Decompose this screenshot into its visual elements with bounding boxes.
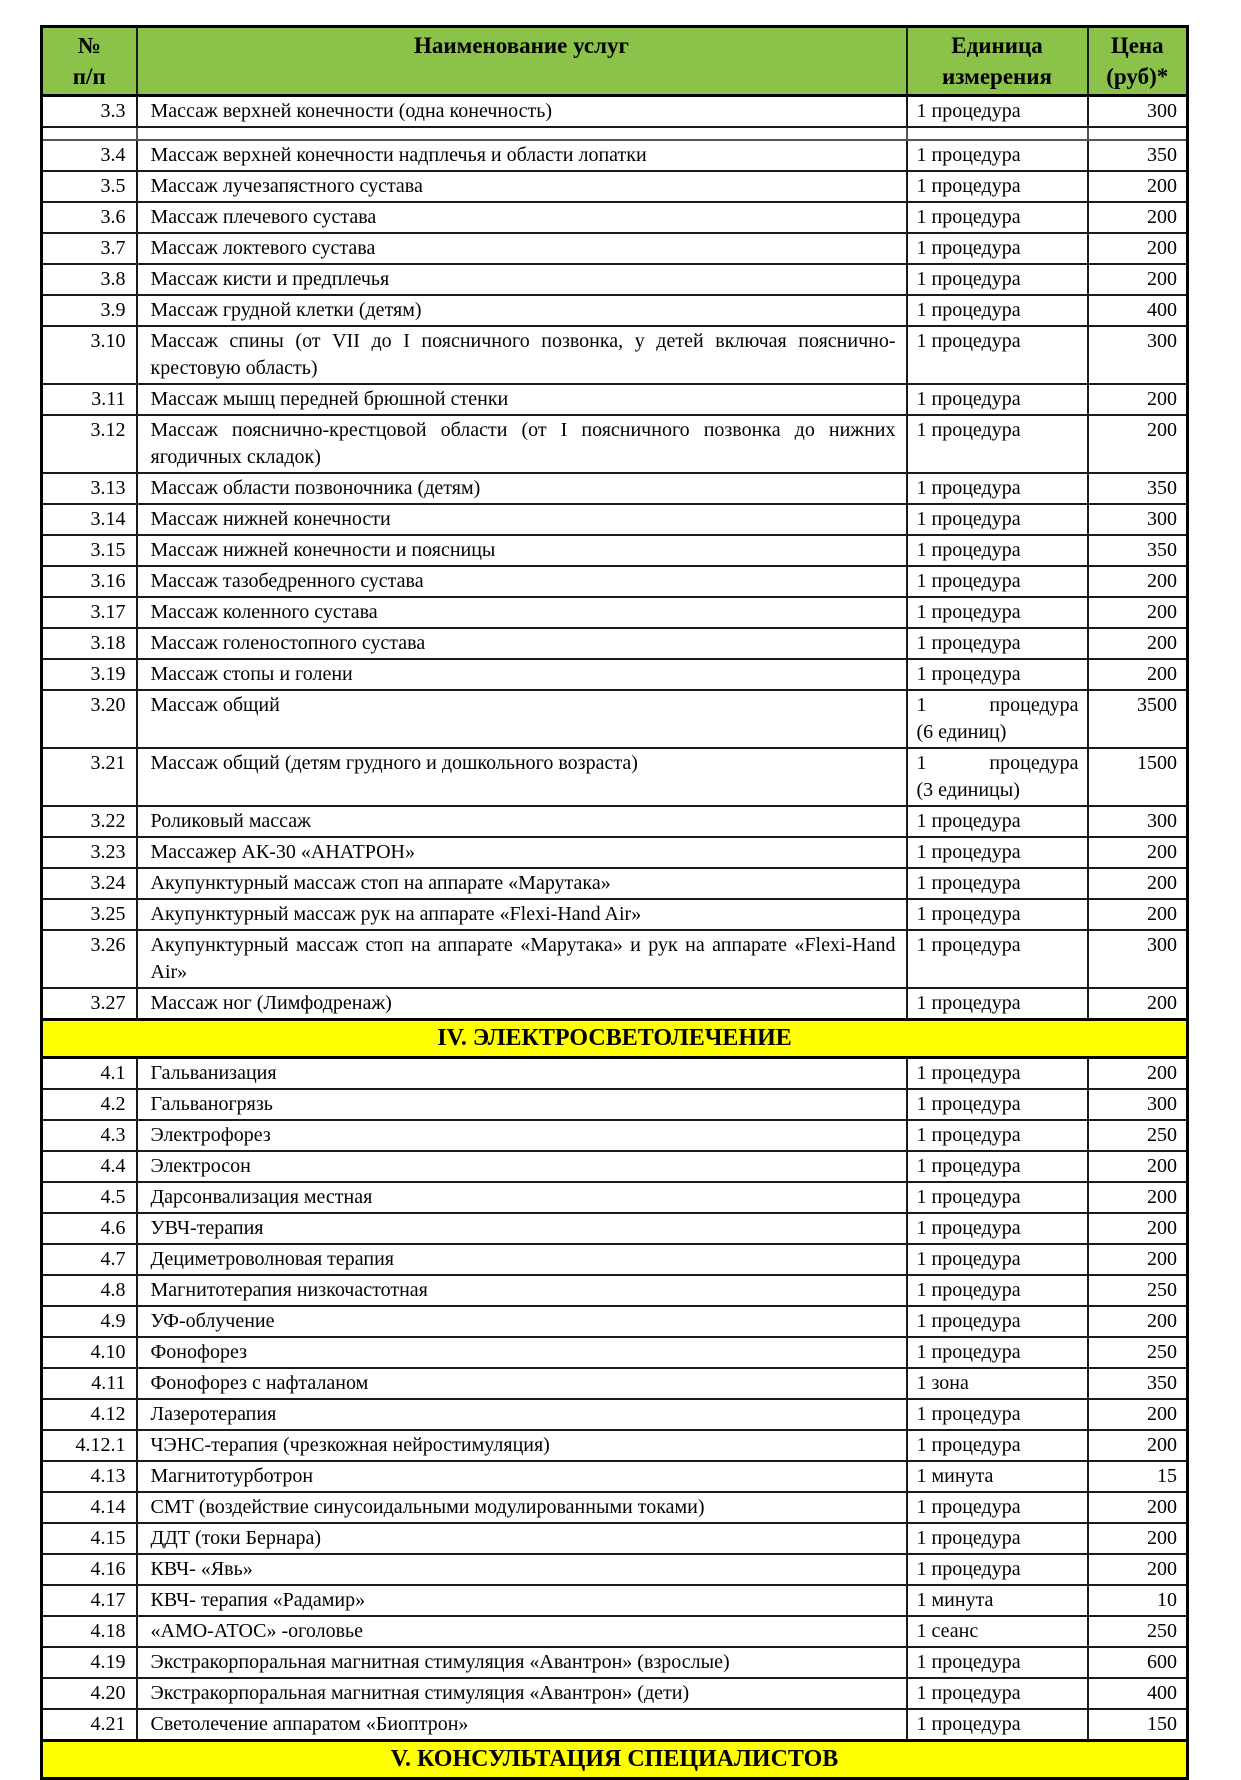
service-name-cell: СМТ (воздействие синусоидальными модулированными токами) [137, 1492, 907, 1523]
service-name-cell: Массаж стопы и голени [137, 659, 907, 690]
price-cell: 200 [1088, 1554, 1188, 1585]
price-cell: 1500 [1088, 748, 1188, 806]
table-row [42, 295, 1188, 326]
unit-line1 [917, 692, 1079, 719]
table-row [42, 690, 1188, 748]
unit-cell: 1 процедура [907, 295, 1088, 326]
spacer-cell [137, 127, 907, 140]
unit-cell: 1 процедура [907, 1089, 1088, 1120]
unit-count: 1 [916, 752, 927, 774]
service-name-cell: «АМО-АТОС» -оголовье [137, 1616, 907, 1647]
service-name-cell: Массаж грудной клетки (детям) [137, 295, 907, 326]
service-name-cell: УВЧ-терапия [137, 1213, 907, 1244]
unit-cell: 1 процедура [907, 597, 1088, 628]
unit-cell [907, 690, 1088, 748]
price-table-header [42, 27, 1188, 96]
price-cell: 350 [1088, 535, 1188, 566]
service-name-cell: Электрофорез [137, 1120, 907, 1151]
row-number-cell: 4.10 [42, 1337, 137, 1368]
price-cell: 200 [1088, 868, 1188, 899]
row-number-cell: 4.18 [42, 1616, 137, 1647]
service-name-cell: Лазеротерапия [137, 1399, 907, 1430]
row-number-cell: 3.12 [42, 415, 137, 473]
price-cell: 15 [1088, 1461, 1188, 1492]
price-cell: 200 [1088, 1213, 1188, 1244]
row-number-cell: 4.12 [42, 1399, 137, 1430]
price-cell: 400 [1088, 295, 1188, 326]
price-cell: 10 [1088, 1585, 1188, 1616]
service-name-cell: Дециметроволновая терапия [137, 1244, 907, 1275]
unit-line2: (3 единицы) [916, 779, 1020, 801]
price-table [40, 25, 1189, 1780]
spacer-row [42, 127, 1188, 140]
table-row [42, 597, 1188, 628]
row-number-cell: 3.18 [42, 628, 137, 659]
unit-cell: 1 процедура [907, 1151, 1088, 1182]
service-name-cell: Массаж нижней конечности и поясницы [137, 535, 907, 566]
section-row [42, 1020, 1188, 1058]
col-header-name: Наименование услуг [137, 27, 907, 96]
service-name-cell: Массажер АК-30 «АНАТРОН» [137, 837, 907, 868]
row-number-cell: 4.12.1 [42, 1430, 137, 1461]
price-cell: 200 [1088, 202, 1188, 233]
col-header-price [1088, 27, 1188, 96]
unit-cell: 1 процедура [907, 1430, 1088, 1461]
row-number-cell: 3.9 [42, 295, 137, 326]
row-number-cell: 4.13 [42, 1461, 137, 1492]
price-cell: 200 [1088, 1058, 1188, 1090]
price-cell: 350 [1088, 1368, 1188, 1399]
table-row [42, 1616, 1188, 1647]
service-name-cell: Гальванизация [137, 1058, 907, 1090]
price-cell: 200 [1088, 566, 1188, 597]
service-name-cell: УФ-облучение [137, 1306, 907, 1337]
row-number-cell: 3.5 [42, 171, 137, 202]
unit-cell: 1 процедура [907, 1709, 1088, 1741]
unit-cell: 1 процедура [907, 868, 1088, 899]
price-cell: 200 [1088, 1182, 1188, 1213]
table-row [42, 1585, 1188, 1616]
unit-line1 [917, 750, 1079, 777]
service-name-cell: Акупунктурный массаж стоп на аппарате «Марутака» [137, 868, 907, 899]
table-row [42, 1430, 1188, 1461]
unit-line2: (6 единиц) [916, 721, 1007, 743]
unit-cell: 1 процедура [907, 1647, 1088, 1678]
service-name-cell: Экстракорпоральная магнитная стимуляция «Авантрон» (дети) [137, 1678, 907, 1709]
unit-cell: 1 процедура [907, 233, 1088, 264]
table-row [42, 1492, 1188, 1523]
service-name-cell: ДДТ (токи Бернара) [137, 1523, 907, 1554]
row-number-cell: 3.25 [42, 899, 137, 930]
price-cell: 250 [1088, 1120, 1188, 1151]
service-name-cell: Массаж коленного сустава [137, 597, 907, 628]
col-header-price-line1: Цена [1110, 33, 1164, 58]
price-cell: 300 [1088, 96, 1188, 128]
unit-cell: 1 процедура [907, 837, 1088, 868]
price-cell: 250 [1088, 1275, 1188, 1306]
section-header: V. КОНСУЛЬТАЦИЯ СПЕЦИАЛИСТОВ [42, 1741, 1188, 1779]
col-header-num-line2: п/п [72, 64, 106, 89]
table-row [42, 1058, 1188, 1090]
table-row [42, 202, 1188, 233]
row-number-cell: 4.17 [42, 1585, 137, 1616]
service-name-cell: Дарсонвализация местная [137, 1182, 907, 1213]
unit-cell: 1 процедура [907, 140, 1088, 171]
col-header-unit-line2: измерения [942, 64, 1052, 89]
row-number-cell: 3.10 [42, 326, 137, 384]
service-name-cell: Магнитотерапия низкочастотная [137, 1275, 907, 1306]
table-row [42, 384, 1188, 415]
row-number-cell: 3.21 [42, 748, 137, 806]
price-cell: 200 [1088, 415, 1188, 473]
col-header-unit [907, 27, 1088, 96]
table-row [42, 1244, 1188, 1275]
price-cell: 200 [1088, 597, 1188, 628]
row-number-cell: 4.2 [42, 1089, 137, 1120]
unit-cell: 1 процедура [907, 988, 1088, 1020]
row-number-cell: 4.19 [42, 1647, 137, 1678]
table-row [42, 1151, 1188, 1182]
price-cell: 300 [1088, 806, 1188, 837]
service-name-cell: Массаж голеностопного сустава [137, 628, 907, 659]
service-name-cell: Массаж мышц передней брюшной стенки [137, 384, 907, 415]
price-cell: 250 [1088, 1616, 1188, 1647]
service-name-cell: Массаж спины (от VII до I поясничного позвонка, у детей включая пояснично-крестовую область) [137, 326, 907, 384]
price-cell: 200 [1088, 171, 1188, 202]
table-row [42, 837, 1188, 868]
price-cell: 250 [1088, 1337, 1188, 1368]
service-name-cell: Магнитотурботрон [137, 1461, 907, 1492]
price-cell: 350 [1088, 140, 1188, 171]
price-cell: 400 [1088, 1678, 1188, 1709]
service-name-cell: Массаж общий [137, 690, 907, 748]
price-cell: 600 [1088, 1647, 1188, 1678]
unit-word: процедура [989, 694, 1079, 716]
row-number-cell: 3.15 [42, 535, 137, 566]
service-name-cell: Массаж ног (Лимфодренаж) [137, 988, 907, 1020]
unit-cell: 1 процедура [907, 1244, 1088, 1275]
service-name-cell: Фонофорез с нафталаном [137, 1368, 907, 1399]
service-name-cell: Роликовый массаж [137, 806, 907, 837]
row-number-cell: 3.7 [42, 233, 137, 264]
row-number-cell: 4.21 [42, 1709, 137, 1741]
service-name-cell: Массаж области позвоночника (детям) [137, 473, 907, 504]
price-cell: 3500 [1088, 690, 1188, 748]
price-cell: 200 [1088, 988, 1188, 1020]
unit-cell: 1 процедура [907, 1213, 1088, 1244]
price-cell: 200 [1088, 1430, 1188, 1461]
unit-cell: 1 процедура [907, 1182, 1088, 1213]
unit-cell: 1 процедура [907, 535, 1088, 566]
table-row [42, 1089, 1188, 1120]
unit-cell: 1 процедура [907, 806, 1088, 837]
unit-cell: 1 процедура [907, 171, 1088, 202]
price-cell: 150 [1088, 1709, 1188, 1741]
service-name-cell: Светолечение аппаратом «Биоптрон» [137, 1709, 907, 1741]
table-row [42, 1213, 1188, 1244]
service-name-cell: Массаж пояснично-крестцовой области (от I поясничного позвонка до нижних ягодичных складок) [137, 415, 907, 473]
table-row [42, 535, 1188, 566]
table-row [42, 171, 1188, 202]
price-cell: 200 [1088, 1151, 1188, 1182]
row-number-cell: 4.3 [42, 1120, 137, 1151]
price-cell: 200 [1088, 628, 1188, 659]
service-name-cell: КВЧ- «Явь» [137, 1554, 907, 1585]
table-row [42, 899, 1188, 930]
service-name-cell: Массаж нижней конечности [137, 504, 907, 535]
unit-cell: 1 процедура [907, 1058, 1088, 1090]
table-row [42, 1120, 1188, 1151]
price-cell: 200 [1088, 1492, 1188, 1523]
price-cell: 300 [1088, 504, 1188, 535]
service-name-cell: Акупунктурный массаж стоп на аппарате «Марутака» и рук на аппарате «Flexi-Hand Air» [137, 930, 907, 988]
table-row [42, 1709, 1188, 1741]
price-cell: 200 [1088, 1523, 1188, 1554]
row-number-cell: 3.4 [42, 140, 137, 171]
row-number-cell: 3.17 [42, 597, 137, 628]
table-row [42, 1678, 1188, 1709]
service-name-cell: Массаж лучезапястного сустава [137, 171, 907, 202]
service-name-cell: Электросон [137, 1151, 907, 1182]
table-row [42, 748, 1188, 806]
row-number-cell: 3.14 [42, 504, 137, 535]
table-row [42, 566, 1188, 597]
price-cell: 200 [1088, 1244, 1188, 1275]
service-name-cell: КВЧ- терапия «Радамир» [137, 1585, 907, 1616]
section-row [42, 1741, 1188, 1779]
table-row [42, 1523, 1188, 1554]
unit-cell: 1 сеанс [907, 1616, 1088, 1647]
unit-word: процедура [989, 752, 1079, 774]
table-row [42, 1275, 1188, 1306]
table-row [42, 628, 1188, 659]
price-cell: 200 [1088, 233, 1188, 264]
table-row [42, 1368, 1188, 1399]
row-number-cell: 4.20 [42, 1678, 137, 1709]
row-number-cell: 4.15 [42, 1523, 137, 1554]
unit-cell: 1 минута [907, 1461, 1088, 1492]
row-number-cell: 4.16 [42, 1554, 137, 1585]
unit-cell: 1 процедура [907, 1275, 1088, 1306]
table-row [42, 233, 1188, 264]
row-number-cell: 3.27 [42, 988, 137, 1020]
unit-cell: 1 процедура [907, 202, 1088, 233]
table-row [42, 930, 1188, 988]
row-number-cell: 4.8 [42, 1275, 137, 1306]
unit-cell: 1 процедура [907, 566, 1088, 597]
table-row [42, 264, 1188, 295]
service-name-cell: Фонофорез [137, 1337, 907, 1368]
unit-cell: 1 процедура [907, 1337, 1088, 1368]
table-row [42, 1554, 1188, 1585]
spacer-cell [1088, 127, 1188, 140]
unit-cell: 1 процедура [907, 1399, 1088, 1430]
row-number-cell: 3.11 [42, 384, 137, 415]
row-number-cell: 3.26 [42, 930, 137, 988]
unit-cell: 1 процедура [907, 659, 1088, 690]
unit-cell: 1 процедура [907, 504, 1088, 535]
row-number-cell: 4.4 [42, 1151, 137, 1182]
price-cell: 200 [1088, 1306, 1188, 1337]
unit-cell: 1 зона [907, 1368, 1088, 1399]
table-row [42, 1182, 1188, 1213]
table-row [42, 504, 1188, 535]
table-row [42, 659, 1188, 690]
service-name-cell: ЧЭНС-терапия (чрезкожная нейростимуляция) [137, 1430, 907, 1461]
unit-cell: 1 процедура [907, 1554, 1088, 1585]
row-number-cell: 3.19 [42, 659, 137, 690]
table-row [42, 1337, 1188, 1368]
service-name-cell: Экстракорпоральная магнитная стимуляция «Авантрон» (взрослые) [137, 1647, 907, 1678]
row-number-cell: 3.13 [42, 473, 137, 504]
table-row [42, 473, 1188, 504]
unit-cell: 1 процедура [907, 1120, 1088, 1151]
table-row [42, 1399, 1188, 1430]
table-row [42, 326, 1188, 384]
price-cell: 350 [1088, 473, 1188, 504]
unit-cell: 1 процедура [907, 1523, 1088, 1554]
price-cell: 200 [1088, 837, 1188, 868]
row-number-cell: 3.22 [42, 806, 137, 837]
service-name-cell: Массаж общий (детям грудного и дошкольного возраста) [137, 748, 907, 806]
unit-cell: 1 процедура [907, 1306, 1088, 1337]
table-row [42, 988, 1188, 1020]
row-number-cell: 4.7 [42, 1244, 137, 1275]
price-cell: 300 [1088, 326, 1188, 384]
row-number-cell: 3.20 [42, 690, 137, 748]
col-header-unit-line1: Единица [951, 33, 1043, 58]
unit-cell: 1 процедура [907, 1678, 1088, 1709]
col-header-num-line1: № [77, 33, 101, 58]
service-name-cell: Массаж тазобедренного сустава [137, 566, 907, 597]
price-table-body [42, 96, 1188, 1779]
unit-cell: 1 процедура [907, 1492, 1088, 1523]
price-cell: 300 [1088, 930, 1188, 988]
price-cell: 200 [1088, 264, 1188, 295]
row-number-cell: 3.6 [42, 202, 137, 233]
row-number-cell: 4.14 [42, 1492, 137, 1523]
table-row [42, 1306, 1188, 1337]
table-row [42, 415, 1188, 473]
row-number-cell: 4.11 [42, 1368, 137, 1399]
unit-cell: 1 минута [907, 1585, 1088, 1616]
row-number-cell: 3.24 [42, 868, 137, 899]
spacer-cell [42, 127, 137, 140]
unit-cell: 1 процедура [907, 264, 1088, 295]
col-header-price-line2: (руб)* [1106, 64, 1169, 89]
spacer-cell [907, 127, 1088, 140]
header-row [42, 27, 1188, 96]
price-cell: 200 [1088, 384, 1188, 415]
service-name-cell: Акупунктурный массаж рук на аппарате «Flexi-Hand Air» [137, 899, 907, 930]
unit-cell: 1 процедура [907, 473, 1088, 504]
row-number-cell: 3.3 [42, 96, 137, 128]
row-number-cell: 4.6 [42, 1213, 137, 1244]
unit-cell: 1 процедура [907, 628, 1088, 659]
row-number-cell: 4.5 [42, 1182, 137, 1213]
row-number-cell: 4.9 [42, 1306, 137, 1337]
service-name-cell: Массаж верхней конечности надплечья и области лопатки [137, 140, 907, 171]
table-row [42, 96, 1188, 128]
service-name-cell: Массаж плечевого сустава [137, 202, 907, 233]
service-name-cell: Массаж локтевого сустава [137, 233, 907, 264]
price-cell: 200 [1088, 899, 1188, 930]
table-row [42, 868, 1188, 899]
row-number-cell: 3.8 [42, 264, 137, 295]
table-row [42, 140, 1188, 171]
unit-count: 1 [916, 694, 927, 716]
price-cell: 200 [1088, 659, 1188, 690]
service-name-cell: Массаж верхней конечности (одна конечность) [137, 96, 907, 128]
row-number-cell: 3.16 [42, 566, 137, 597]
table-row [42, 1461, 1188, 1492]
unit-cell [907, 748, 1088, 806]
col-header-num [42, 27, 137, 96]
unit-cell: 1 процедура [907, 899, 1088, 930]
unit-cell: 1 процедура [907, 326, 1088, 384]
service-name-cell: Гальваногрязь [137, 1089, 907, 1120]
service-name-cell: Массаж кисти и предплечья [137, 264, 907, 295]
unit-cell: 1 процедура [907, 930, 1088, 988]
unit-cell: 1 процедура [907, 415, 1088, 473]
table-row [42, 806, 1188, 837]
table-row [42, 1647, 1188, 1678]
unit-cell: 1 процедура [907, 384, 1088, 415]
price-cell: 200 [1088, 1399, 1188, 1430]
row-number-cell: 4.1 [42, 1058, 137, 1090]
row-number-cell: 3.23 [42, 837, 137, 868]
unit-cell: 1 процедура [907, 96, 1088, 128]
section-header: IV. ЭЛЕКТРОСВЕТОЛЕЧЕНИЕ [42, 1020, 1188, 1058]
price-cell: 300 [1088, 1089, 1188, 1120]
